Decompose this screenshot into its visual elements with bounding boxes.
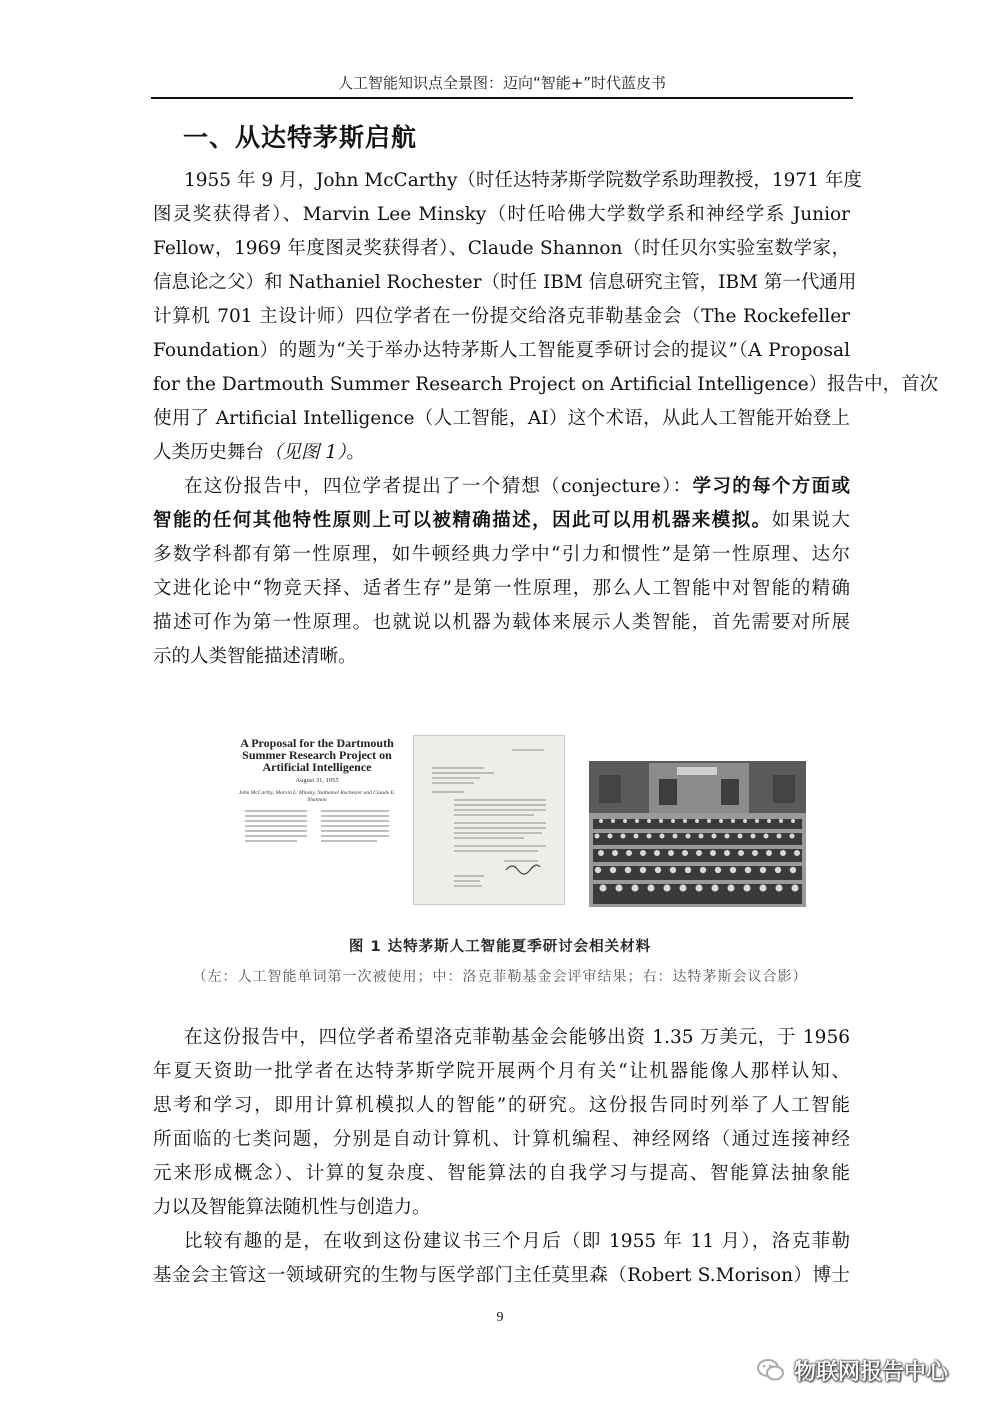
watermark-text: 物联网报告中心 [794,1359,949,1385]
text-line: 比较有趣的是，在收到这份建议书三个月后（即 1955 年 11 月），洛克菲勒 [184,1231,850,1252]
text-line: 信息论之父）和 Nathaniel Rochester（时任 IBM 信息研究主管，IBM 第一代通用 [153,272,857,293]
section-heading: 一、从达特茅斯启航 [183,123,418,152]
letter-image [414,736,566,906]
paragraph-2 [153,470,850,674]
text-span: 。 [346,442,365,463]
proposal-authors: John McCarthy, Marvin L. Minsky, Nathaniel Rochester and Claude E. Shannon [238,790,396,803]
proposal-title: A Proposal for the Dartmouth Summer Research Project on Artificial Intelligence [240,736,394,774]
emphasis-text: 学习的每个方面或 [692,476,850,497]
text-line: 思考和学习，即用计算机模拟人的智能”的研究。这份报告同时列举了人工智能 [153,1095,850,1116]
text-line: 力以及智能算法随机性与创造力。 [153,1197,431,1218]
text-span: 在这份报告中，四位学者提出了一个猜想（conjecture）： [184,476,693,497]
proposal-text-lines [237,808,397,848]
page-number: 9 [496,1310,504,1325]
text-line: for the Dartmouth Summer Research Project on Artificial Intelligence）报告中，首次 [153,374,939,395]
figure-reference: （见图 1） [264,442,347,463]
text-line: 在这份报告中，四位学者希望洛克菲勒基金会能够出资 1.35 万美元，于 1956 [184,1027,850,1048]
text-line [153,504,850,538]
text-line: 示的人类智能描述清晰。 [153,646,357,667]
text-span: 人类历史舞台 [153,442,265,463]
text-line: 所面临的七类问题，分别是自动计算机、计算机编程、神经网络（通过连接神经 [153,1129,850,1150]
figure-caption: 图 1 达特茅斯人工智能夏季研讨会相关材料 [348,939,652,955]
wechat-icon [756,1357,786,1383]
text-line: Foundation）的题为“关于举办达特茅斯人工智能夏季研讨会的提议”（A Proposal [153,340,850,361]
text-line: 多数学科都有第一性原理，如牛顿经典力学中“引力和惯性”是第一性原理、达尔 [153,544,850,565]
figure-proposal-cover [237,735,397,863]
figure-subcaption: （左：人工智能单词第一次被使用；中：洛克菲勒基金会评审结果；右：达特茅斯会议合影） [192,969,808,985]
text-line: 文进化论中“物竞天择、适者生存”是第一性原理，那么人工智能中对智能的精确 [153,578,850,599]
paragraph-3 [153,1021,850,1225]
text-line: 1955 年 9 月，John McCarthy（时任达特茅斯学院数学系助理教授，1971 年度 [184,170,862,191]
text-line: 图灵奖获得者）、Marvin Lee Minsky（时任哈佛大学数学系和神经学系 Junior [153,204,850,225]
text-line: 使用了 Artificial Intelligence（人工智能，AI）这个术语，从此人工智能开始登上 [153,408,850,429]
paragraph-1 [153,164,939,470]
text-line: 描述可作为第一性原理。也就说以机器为载体来展示人类智能，首先需要对所展 [153,612,850,633]
text-line: 年夏天资助一批学者在达特茅斯学院开展两个月有关“让机器能像人那样认知、 [153,1061,850,1082]
text-line [153,470,850,504]
text-line [153,436,850,470]
proposal-date: August 31, 1955 [295,777,339,784]
paragraph-4 [153,1225,850,1293]
figure-group-photo [589,761,806,907]
text-line: 基金会主管这一领域研究的生物与医学部门主任莫里森（Robert S.Morison）博士 [153,1265,850,1286]
text-span: 如果说大 [771,510,850,531]
running-header: 人工智能知识点全景图：迈向“智能+”时代蓝皮书 [151,70,853,99]
group-photo-image [589,761,806,907]
text-line: 计算机 701 主设计师）四位学者在一份提交给洛克菲勒基金会（The Rockefeller [153,306,850,327]
emphasis-text: 智能的任何其他特性原则上可以被精确描述，因此可以用机器来模拟。 [153,510,772,531]
text-line: Fellow，1969 年度图灵奖获得者）、Claude Shannon（时任贝尔实验室数学家， [153,238,850,259]
text-line: 元来形成概念）、计算的复杂度、智能算法的自我学习与提高、智能算法抽象能 [153,1163,850,1184]
watermark [756,1352,948,1388]
figure-foundation-letter [413,735,565,905]
